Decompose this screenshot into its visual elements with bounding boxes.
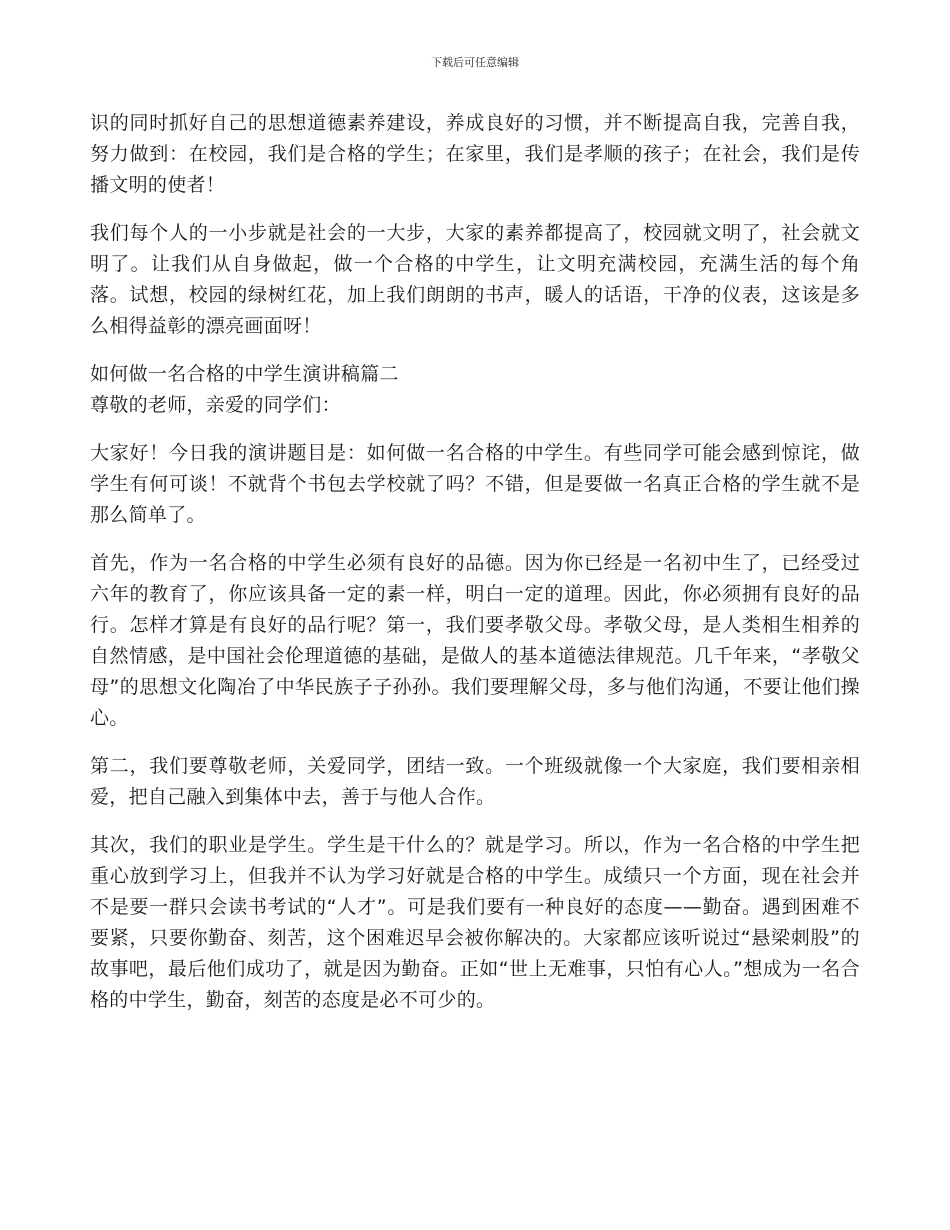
paragraph: 我们每个人的一小步就是社会的一大步，大家的素养都提高了，校园就文明了，社会就文明了。让我们从自身做起，做一个合格的中学生，让文明充满校园，充满生活的每个角落。试想，校园的绿树红花，加上我们朗朗的书声，暖人的话语，干净的仪表，这该是多么相得益彰的漂亮画面呀！: [90, 222, 860, 337]
section-heading-block: [90, 359, 860, 421]
paragraph: 大家好！今日我的演讲题目是：如何做一名合格的中学生。有些同学可能会感到惊诧，做学生有何可谈！不就背个书包去学校就了吗？不错，但是要做一名真正合格的学生就不是那么简单了。: [90, 442, 860, 526]
paragraph: 其次，我们的职业是学生。学生是干什么的？就是学习。所以，作为一名合格的中学生把重心放到学习上，但我并不认为学习好就是合格的中学生。成绩只一个方面，现在社会并不是要一群只会读书考试的“人才”。可是我们要有一种良好的态度——勤奋。遇到困难不要紧，只要你勤奋、刻苦，这个困难迟早会被你解决的。大家都应该听说过“悬梁刺股”的故事吧，最后他们成功了，就是因为勤奋。正如“世上无难事，只怕有心人。”想成为一名合格的中学生，勤奋，刻苦的态度是必不可少的。: [90, 834, 860, 1011]
paragraph: 第二，我们要尊敬老师，关爱同学，团结一致。一个班级就像一个大家庭，我们要相亲相爱，把自己融入到集体中去，善于与他人合作。: [90, 755, 860, 808]
paragraph: 首先，作为一名合格的中学生必须有良好的品德。因为你已经是一名初中生了，已经受过六年的教育了，你应该具备一定的素一样，明白一定的道理。因此，你必须拥有良好的品行。怎样才算是有良好的品行呢？第一，我们要孝敬父母。孝敬父母，是人类相生相养的自然情感，是中国社会伦理道德的基础，是做人的基本道德法律规范。几千年来，“孝敬父母”的思想文化陶冶了中华民族子子孙孙。我们要理解父母，多与他们沟通，不要让他们操心。: [90, 552, 860, 729]
document-body: [90, 108, 860, 1033]
salutation: 尊敬的老师，亲爱的同学们：: [90, 394, 341, 416]
page-header: 下载后可任意编辑: [431, 56, 519, 69]
paragraph: 识的同时抓好自己的思想道德素养建设，养成良好的习惯，并不断提高自我，完善自我，努力做到：在校园，我们是合格的学生；在家里，我们是孝顺的孩子；在社会，我们是传播文明的使者！: [90, 112, 860, 196]
section-title: 如何做一名合格的中学生演讲稿篇二: [90, 363, 399, 385]
